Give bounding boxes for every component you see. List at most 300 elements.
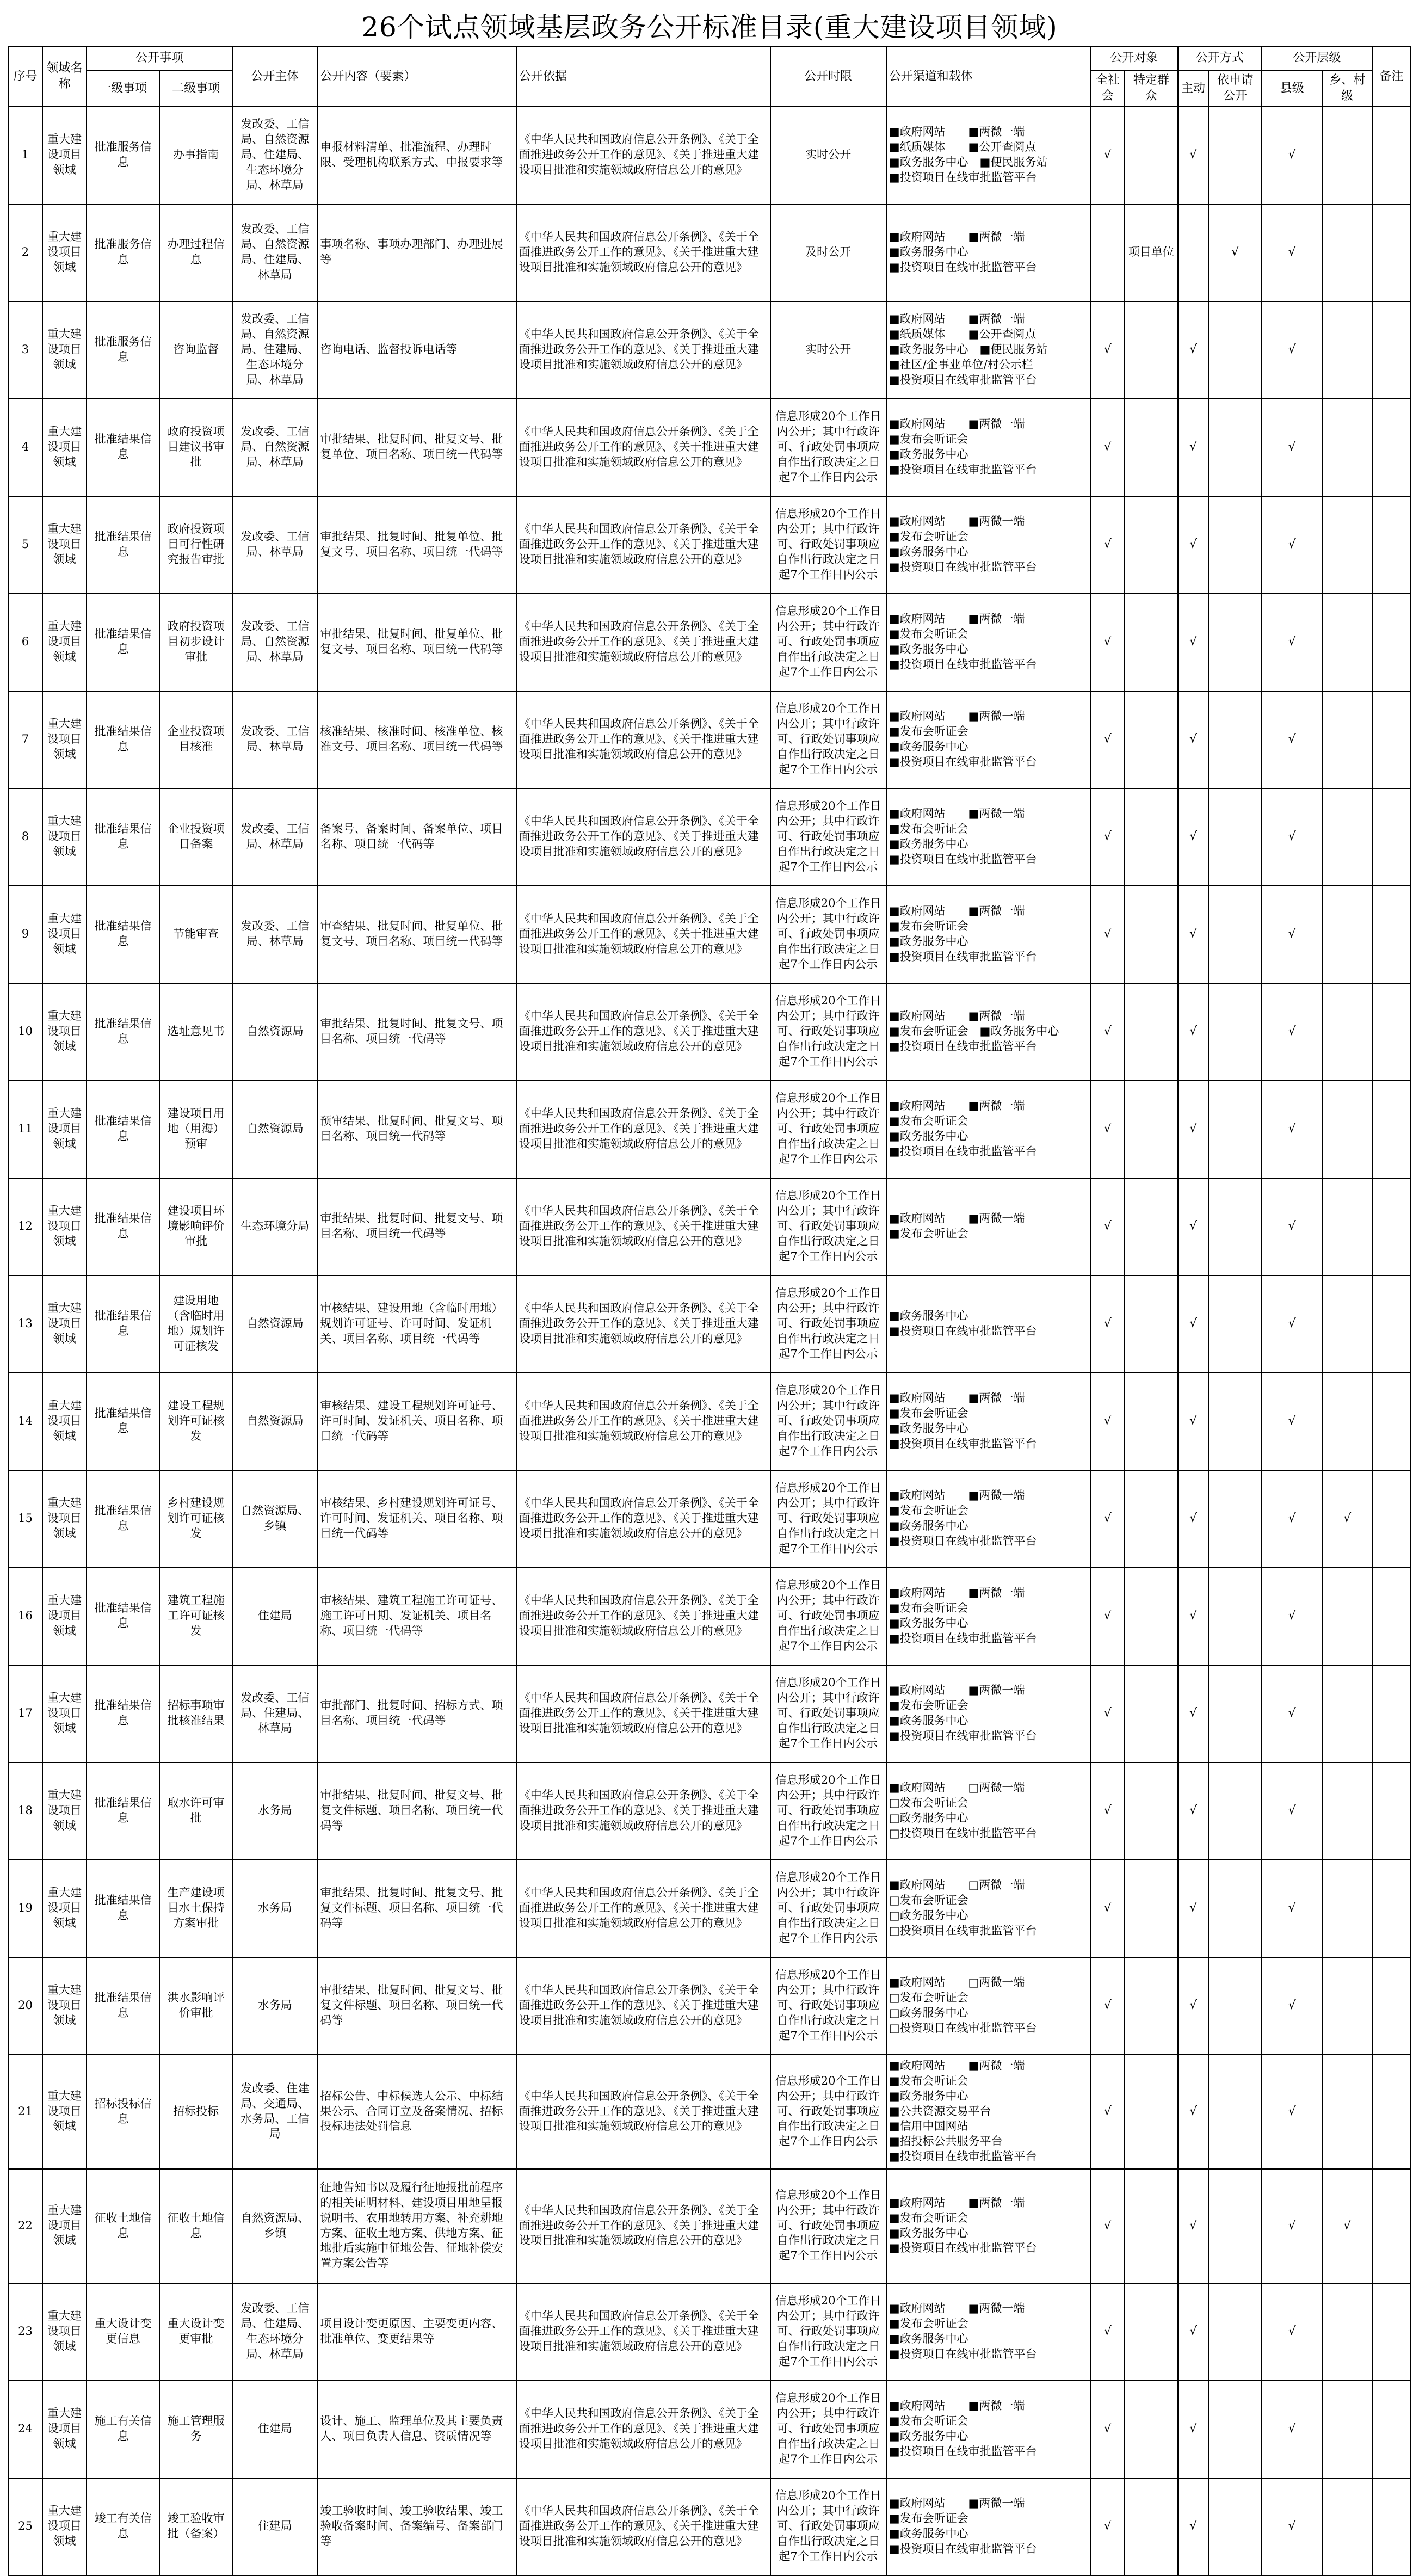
table-row: [8, 2283, 1411, 2381]
header-on-request: 依申请公开: [1208, 70, 1261, 107]
row-content: 审批结果、批复时间、批复单位、批复文号、项目名称、项目统一代码等: [317, 594, 516, 691]
row-domain: 重大建设项目领域: [42, 1568, 87, 1665]
row-level1: 重大设计变更信息: [87, 2283, 159, 2381]
row-seq: 3: [8, 301, 42, 399]
row-basis: 《中华人民共和国政府信息公开条例》、《关于全面推进政务公开工作的意见》、《关于推进重大建设项目批准和实施领域政府信息公开的意见》: [516, 2055, 770, 2169]
row-domain: 重大建设项目领域: [42, 1275, 87, 1373]
row-remark: [1372, 399, 1411, 496]
row-seq: 6: [8, 594, 42, 691]
row-level1: 批准服务信息: [87, 107, 159, 204]
row-specific-group: [1125, 691, 1177, 788]
row-level2: 政府投资项目建议书审批: [159, 399, 232, 496]
row-level2: 施工管理服务: [159, 2381, 232, 2478]
row-remark: [1372, 301, 1411, 399]
row-township: [1323, 1860, 1372, 1957]
row-channels: ■政府网站 ■两微一端 ■发布会听证会 ■政务服务中心 ■投资项目在线审批监管平台: [886, 1665, 1091, 1762]
row-county: √: [1262, 886, 1323, 983]
row-level2: 重大设计变更审批: [159, 2283, 232, 2381]
row-remark: [1372, 1665, 1411, 1762]
row-domain: 重大建设项目领域: [42, 2169, 87, 2283]
table-row: [8, 1665, 1411, 1762]
row-domain: 重大建设项目领域: [42, 1665, 87, 1762]
row-township: [1323, 983, 1372, 1081]
table-row: [8, 1081, 1411, 1178]
row-county: √: [1262, 1568, 1323, 1665]
row-on-request: [1208, 1275, 1261, 1373]
table-body: [8, 107, 1411, 2575]
row-limit: 信息形成20个工作日内公开；其中行政许可、行政处罚事项应自作出行政决定之日起7个工作日内公示: [770, 2169, 886, 2283]
row-county: √: [1262, 301, 1323, 399]
row-county: √: [1262, 1275, 1323, 1373]
row-domain: 重大建设项目领域: [42, 1178, 87, 1275]
row-specific-group: [1125, 399, 1177, 496]
row-specific-group: [1125, 2169, 1177, 2283]
row-content: 审查结果、批复时间、批复单位、批复文号、项目名称、项目统一代码等: [317, 886, 516, 983]
row-specific-group: [1125, 2055, 1177, 2169]
row-content: 申报材料清单、批准流程、办理时限、受理机构联系方式、申报要求等: [317, 107, 516, 204]
row-specific-group: [1125, 301, 1177, 399]
row-on-request: [1208, 399, 1261, 496]
row-channels: ■政府网站 ■两微一端 ■发布会听证会 ■政务服务中心 ■投资项目在线审批监管平台: [886, 1568, 1091, 1665]
row-active: [1178, 204, 1209, 301]
row-all-society: √: [1090, 691, 1125, 788]
row-domain: 重大建设项目领域: [42, 496, 87, 594]
row-limit: 信息形成20个工作日内公开；其中行政许可、行政处罚事项应自作出行政决定之日起7个工作日内公示: [770, 1470, 886, 1568]
row-remark: [1372, 691, 1411, 788]
row-content: 审批结果、批复时间、批复文号、批复文件标题、项目名称、项目统一代码等: [317, 1860, 516, 1957]
row-limit: 信息形成20个工作日内公开；其中行政许可、行政处罚事项应自作出行政决定之日起7个工作日内公示: [770, 1373, 886, 1470]
row-all-society: [1090, 204, 1125, 301]
row-limit: 实时公开: [770, 107, 886, 204]
row-level2: 招标投标: [159, 2055, 232, 2169]
row-seq: 16: [8, 1568, 42, 1665]
row-all-society: √: [1090, 1762, 1125, 1860]
row-content: 核准结果、核准时间、核准单位、核准文号、项目名称、项目统一代码等: [317, 691, 516, 788]
row-subject: 住建局: [232, 2381, 317, 2478]
row-county: √: [1262, 1178, 1323, 1275]
row-specific-group: [1125, 983, 1177, 1081]
row-level2: 咨询监督: [159, 301, 232, 399]
table-row: [8, 983, 1411, 1081]
row-domain: 重大建设项目领域: [42, 2381, 87, 2478]
row-subject: 发改委、工信局、自然资源局、林草局: [232, 594, 317, 691]
row-remark: [1372, 107, 1411, 204]
header-limit: 公开时限: [770, 46, 886, 107]
row-county: √: [1262, 1860, 1323, 1957]
row-level1: 批准结果信息: [87, 1275, 159, 1373]
row-basis: 《中华人民共和国政府信息公开条例》、《关于全面推进政务公开工作的意见》、《关于推进重大建设项目批准和实施领域政府信息公开的意见》: [516, 1762, 770, 1860]
row-remark: [1372, 2283, 1411, 2381]
row-subject: 发改委、工信局、林草局: [232, 691, 317, 788]
row-level2: 建设工程规划许可证核发: [159, 1373, 232, 1470]
row-on-request: [1208, 1178, 1261, 1275]
row-all-society: √: [1090, 2283, 1125, 2381]
row-content: 审核结果、乡村建设规划许可证号、许可时间、发证机关、项目名称、项目统一代码等: [317, 1470, 516, 1568]
row-subject: 发改委、工信局、林草局: [232, 886, 317, 983]
row-active: √: [1178, 2055, 1209, 2169]
row-domain: 重大建设项目领域: [42, 788, 87, 886]
row-remark: [1372, 1373, 1411, 1470]
row-level1: 批准结果信息: [87, 1470, 159, 1568]
table-row: [8, 1860, 1411, 1957]
row-seq: 19: [8, 1860, 42, 1957]
row-township: [1323, 886, 1372, 983]
row-on-request: [1208, 1665, 1261, 1762]
row-level2: 企业投资项目核准: [159, 691, 232, 788]
row-township: √: [1323, 1470, 1372, 1568]
row-level2: 洪水影响评价审批: [159, 1957, 232, 2055]
row-limit: 信息形成20个工作日内公开；其中行政许可、行政处罚事项应自作出行政决定之日起7个工作日内公示: [770, 1957, 886, 2055]
row-level2: 生产建设项目水土保持方案审批: [159, 1860, 232, 1957]
row-on-request: [1208, 1081, 1261, 1178]
row-all-society: √: [1090, 1470, 1125, 1568]
row-basis: 《中华人民共和国政府信息公开条例》、《关于全面推进政务公开工作的意见》、《关于推进重大建设项目批准和实施领域政府信息公开的意见》: [516, 399, 770, 496]
row-township: [1323, 594, 1372, 691]
header-content: 公开内容（要素）: [317, 46, 516, 107]
row-township: [1323, 399, 1372, 496]
row-all-society: √: [1090, 1665, 1125, 1762]
table-row: [8, 1762, 1411, 1860]
header-mode-group: 公开方式: [1178, 46, 1262, 70]
row-remark: [1372, 1470, 1411, 1568]
row-all-society: √: [1090, 1275, 1125, 1373]
row-all-society: √: [1090, 496, 1125, 594]
row-channels: ■政府网站 ■两微一端 ■纸质媒体 ■公开查阅点 ■政务服务中心 ■便民服务站 ■社区/企事业单位/村公示栏 ■投资项目在线审批监管平台: [886, 301, 1091, 399]
row-limit: 信息形成20个工作日内公开；其中行政许可、行政处罚事项应自作出行政决定之日起7个工作日内公示: [770, 1762, 886, 1860]
table-row: [8, 1957, 1411, 2055]
row-active: √: [1178, 594, 1209, 691]
row-specific-group: [1125, 496, 1177, 594]
row-limit: 信息形成20个工作日内公开；其中行政许可、行政处罚事项应自作出行政决定之日起7个工作日内公示: [770, 788, 886, 886]
row-county: √: [1262, 2055, 1323, 2169]
row-township: [1323, 2055, 1372, 2169]
row-on-request: [1208, 496, 1261, 594]
table-row: [8, 301, 1411, 399]
row-all-society: √: [1090, 301, 1125, 399]
row-specific-group: [1125, 1178, 1177, 1275]
row-basis: 《中华人民共和国政府信息公开条例》、《关于全面推进政务公开工作的意见》、《关于推进重大建设项目批准和实施领域政府信息公开的意见》: [516, 1275, 770, 1373]
row-active: √: [1178, 1665, 1209, 1762]
row-subject: 自然资源局、乡镇: [232, 1470, 317, 1568]
row-county: √: [1262, 2381, 1323, 2478]
row-specific-group: [1125, 1762, 1177, 1860]
row-specific-group: [1125, 107, 1177, 204]
row-limit: 信息形成20个工作日内公开；其中行政许可、行政处罚事项应自作出行政决定之日起7个工作日内公示: [770, 594, 886, 691]
row-remark: [1372, 1081, 1411, 1178]
row-specific-group: [1125, 1860, 1177, 1957]
row-domain: 重大建设项目领域: [42, 2283, 87, 2381]
row-specific-group: [1125, 2381, 1177, 2478]
row-basis: 《中华人民共和国政府信息公开条例》、《关于全面推进政务公开工作的意见》、《关于推进重大建设项目批准和实施领域政府信息公开的意见》: [516, 2169, 770, 2283]
row-active: √: [1178, 496, 1209, 594]
table-header: [8, 46, 1411, 107]
row-active: √: [1178, 788, 1209, 886]
row-level1: 批准结果信息: [87, 788, 159, 886]
table-row: [8, 1470, 1411, 1568]
row-content: 审批结果、批复时间、批复文号、项目名称、项目统一代码等: [317, 1178, 516, 1275]
table-row: [8, 1178, 1411, 1275]
row-limit: 及时公开: [770, 204, 886, 301]
header-basis: 公开依据: [516, 46, 770, 107]
row-county: √: [1262, 1081, 1323, 1178]
row-seq: 23: [8, 2283, 42, 2381]
row-township: [1323, 1665, 1372, 1762]
row-basis: 《中华人民共和国政府信息公开条例》、《关于全面推进政务公开工作的意见》、《关于推进重大建设项目批准和实施领域政府信息公开的意见》: [516, 1957, 770, 2055]
row-township: √: [1323, 2169, 1372, 2283]
header-target-group: 公开对象: [1090, 46, 1177, 70]
row-level1: 批准结果信息: [87, 983, 159, 1081]
row-county: √: [1262, 2283, 1323, 2381]
row-county: √: [1262, 1373, 1323, 1470]
row-remark: [1372, 1957, 1411, 2055]
row-limit: 信息形成20个工作日内公开；其中行政许可、行政处罚事项应自作出行政决定之日起7个工作日内公示: [770, 496, 886, 594]
row-on-request: [1208, 2478, 1261, 2575]
row-county: √: [1262, 983, 1323, 1081]
row-subject: 发改委、工信局、自然资源局、住建局、生态环境分局、林草局: [232, 107, 317, 204]
header-level-group: 公开层级: [1262, 46, 1372, 70]
row-limit: 信息形成20个工作日内公开；其中行政许可、行政处罚事项应自作出行政决定之日起7个工作日内公示: [770, 2478, 886, 2575]
row-subject: 发改委、工信局、林草局: [232, 496, 317, 594]
row-county: √: [1262, 2478, 1323, 2575]
row-content: 竣工验收时间、竣工验收结果、竣工验收备案时间、备案编号、备案部门等: [317, 2478, 516, 2575]
row-channels: ■政府网站 ■两微一端 ■发布会听证会 ■政务服务中心 ■投资项目在线审批监管平台: [886, 594, 1091, 691]
row-remark: [1372, 2055, 1411, 2169]
row-basis: 《中华人民共和国政府信息公开条例》、《关于全面推进政务公开工作的意见》、《关于推进重大建设项目批准和实施领域政府信息公开的意见》: [516, 1178, 770, 1275]
row-seq: 7: [8, 691, 42, 788]
row-level1: 批准结果信息: [87, 1081, 159, 1178]
row-county: √: [1262, 1957, 1323, 2055]
row-limit: 信息形成20个工作日内公开；其中行政许可、行政处罚事项应自作出行政决定之日起7个工作日内公示: [770, 691, 886, 788]
row-remark: [1372, 594, 1411, 691]
row-subject: 自然资源局: [232, 1081, 317, 1178]
table-row: [8, 1373, 1411, 1470]
row-specific-group: [1125, 1275, 1177, 1373]
row-limit: 信息形成20个工作日内公开；其中行政许可、行政处罚事项应自作出行政决定之日起7个工作日内公示: [770, 1568, 886, 1665]
row-remark: [1372, 1178, 1411, 1275]
row-township: [1323, 2478, 1372, 2575]
row-basis: 《中华人民共和国政府信息公开条例》、《关于全面推进政务公开工作的意见》、《关于推进重大建设项目批准和实施领域政府信息公开的意见》: [516, 2478, 770, 2575]
row-level2: 办理过程信息: [159, 204, 232, 301]
row-domain: 重大建设项目领域: [42, 1860, 87, 1957]
row-basis: 《中华人民共和国政府信息公开条例》、《关于全面推进政务公开工作的意见》、《关于推进重大建设项目批准和实施领域政府信息公开的意见》: [516, 1373, 770, 1470]
row-level2: 乡村建设规划许可证核发: [159, 1470, 232, 1568]
row-remark: [1372, 1568, 1411, 1665]
row-domain: 重大建设项目领域: [42, 2478, 87, 2575]
row-county: √: [1262, 107, 1323, 204]
row-active: √: [1178, 1081, 1209, 1178]
row-township: [1323, 1373, 1372, 1470]
row-channels: ■政府网站 ■两微一端 ■发布会听证会 ■政务服务中心 ■投资项目在线审批监管平台: [886, 2478, 1091, 2575]
row-basis: 《中华人民共和国政府信息公开条例》、《关于全面推进政务公开工作的意见》、《关于推进重大建设项目批准和实施领域政府信息公开的意见》: [516, 594, 770, 691]
row-county: √: [1262, 496, 1323, 594]
row-content: 审核结果、建设工程规划许可证号、许可时间、发证机关、项目名称、项目统一代码等: [317, 1373, 516, 1470]
header-subject: 公开主体: [232, 46, 317, 107]
row-domain: 重大建设项目领域: [42, 886, 87, 983]
row-active: √: [1178, 1762, 1209, 1860]
row-on-request: [1208, 2283, 1261, 2381]
row-basis: 《中华人民共和国政府信息公开条例》、《关于全面推进政务公开工作的意见》、《关于推进重大建设项目批准和实施领域政府信息公开的意见》: [516, 496, 770, 594]
row-domain: 重大建设项目领域: [42, 1957, 87, 2055]
row-remark: [1372, 2478, 1411, 2575]
page-title: 26个试点领域基层政务公开标准目录(重大建设项目领域): [361, 11, 1058, 43]
row-level1: 批准结果信息: [87, 1665, 159, 1762]
row-basis: 《中华人民共和国政府信息公开条例》、《关于全面推进政务公开工作的意见》、《关于推进重大建设项目批准和实施领域政府信息公开的意见》: [516, 1568, 770, 1665]
row-all-society: √: [1090, 1373, 1125, 1470]
row-all-society: √: [1090, 983, 1125, 1081]
row-domain: 重大建设项目领域: [42, 1470, 87, 1568]
row-active: √: [1178, 1470, 1209, 1568]
row-level1: 招标投标信息: [87, 2055, 159, 2169]
row-specific-group: [1125, 886, 1177, 983]
row-subject: 发改委、住建局、交通局、水务局、工信局: [232, 2055, 317, 2169]
table-row: [8, 886, 1411, 983]
row-seq: 22: [8, 2169, 42, 2283]
row-seq: 20: [8, 1957, 42, 2055]
row-specific-group: [1125, 788, 1177, 886]
row-remark: [1372, 2169, 1411, 2283]
row-level1: 批准结果信息: [87, 1178, 159, 1275]
row-level1: 批准结果信息: [87, 1860, 159, 1957]
table-row: [8, 2169, 1411, 2283]
table-row: [8, 496, 1411, 594]
row-all-society: √: [1090, 2381, 1125, 2478]
row-limit: 信息形成20个工作日内公开；其中行政许可、行政处罚事项应自作出行政决定之日起7个工作日内公示: [770, 886, 886, 983]
row-county: √: [1262, 1762, 1323, 1860]
header-specific-group: 特定群众: [1125, 70, 1177, 107]
row-domain: 重大建设项目领域: [42, 301, 87, 399]
row-subject: 生态环境分局: [232, 1178, 317, 1275]
row-limit: 信息形成20个工作日内公开；其中行政许可、行政处罚事项应自作出行政决定之日起7个工作日内公示: [770, 2055, 886, 2169]
row-subject: 水务局: [232, 1957, 317, 2055]
row-seq: 9: [8, 886, 42, 983]
row-specific-group: [1125, 2283, 1177, 2381]
row-county: √: [1262, 594, 1323, 691]
row-on-request: √: [1208, 204, 1261, 301]
row-level1: 批准结果信息: [87, 886, 159, 983]
row-basis: 《中华人民共和国政府信息公开条例》、《关于全面推进政务公开工作的意见》、《关于推进重大建设项目批准和实施领域政府信息公开的意见》: [516, 2381, 770, 2478]
header-level1: 一级事项: [87, 70, 159, 107]
row-seq: 8: [8, 788, 42, 886]
row-level1: 批准结果信息: [87, 496, 159, 594]
row-basis: 《中华人民共和国政府信息公开条例》、《关于全面推进政务公开工作的意见》、《关于推进重大建设项目批准和实施领域政府信息公开的意见》: [516, 983, 770, 1081]
row-active: √: [1178, 2283, 1209, 2381]
row-all-society: √: [1090, 2169, 1125, 2283]
row-township: [1323, 301, 1372, 399]
row-content: 事项名称、事项办理部门、办理进展等: [317, 204, 516, 301]
row-on-request: [1208, 2055, 1261, 2169]
row-active: √: [1178, 983, 1209, 1081]
row-specific-group: [1125, 1665, 1177, 1762]
header-active: 主动: [1178, 70, 1209, 107]
row-subject: 自然资源局: [232, 1275, 317, 1373]
header-seq: 序号: [8, 46, 42, 107]
header-items-group: 公开事项: [87, 46, 232, 70]
row-on-request: [1208, 301, 1261, 399]
row-channels: ■政府网站 ■两微一端 ■发布会听证会 ■政务服务中心 ■投资项目在线审批监管平台: [886, 2169, 1091, 2283]
row-limit: 信息形成20个工作日内公开；其中行政许可、行政处罚事项应自作出行政决定之日起7个工作日内公示: [770, 1178, 886, 1275]
row-level1: 竣工有关信息: [87, 2478, 159, 2575]
row-channels: ■政府网站 ■两微一端 ■发布会听证会 ■政务服务中心 ■投资项目在线审批监管平台: [886, 983, 1091, 1081]
row-basis: 《中华人民共和国政府信息公开条例》、《关于全面推进政务公开工作的意见》、《关于推进重大建设项目批准和实施领域政府信息公开的意见》: [516, 691, 770, 788]
row-active: √: [1178, 1373, 1209, 1470]
row-subject: 发改委、工信局、住建局、林草局: [232, 1665, 317, 1762]
row-township: [1323, 2381, 1372, 2478]
row-content: 预审结果、批复时间、批复文号、项目名称、项目统一代码等: [317, 1081, 516, 1178]
row-on-request: [1208, 1470, 1261, 1568]
row-level2: 政府投资项目可行性研究报告审批: [159, 496, 232, 594]
header-county: 县级: [1262, 70, 1323, 107]
row-basis: 《中华人民共和国政府信息公开条例》、《关于全面推进政务公开工作的意见》、《关于推进重大建设项目批准和实施领域政府信息公开的意见》: [516, 1860, 770, 1957]
row-domain: 重大建设项目领域: [42, 1373, 87, 1470]
row-domain: 重大建设项目领域: [42, 1081, 87, 1178]
row-limit: 信息形成20个工作日内公开；其中行政许可、行政处罚事项应自作出行政决定之日起7个工作日内公示: [770, 2381, 886, 2478]
header-all-society: 全社会: [1090, 70, 1125, 107]
table-row: [8, 1275, 1411, 1373]
row-township: [1323, 204, 1372, 301]
row-level2: 取水许可审批: [159, 1762, 232, 1860]
row-level2: 政府投资项目初步设计审批: [159, 594, 232, 691]
row-township: [1323, 691, 1372, 788]
row-limit: 信息形成20个工作日内公开；其中行政许可、行政处罚事项应自作出行政决定之日起7个工作日内公示: [770, 983, 886, 1081]
row-specific-group: [1125, 1568, 1177, 1665]
row-remark: [1372, 886, 1411, 983]
row-active: √: [1178, 1568, 1209, 1665]
row-content: 审批结果、批复时间、批复单位、批复文号、项目名称、项目统一代码等: [317, 496, 516, 594]
row-content: 审批结果、批复时间、批复文号、批复单位、项目名称、项目统一代码等: [317, 399, 516, 496]
row-all-society: √: [1090, 2055, 1125, 2169]
row-on-request: [1208, 886, 1261, 983]
table-row: [8, 2478, 1411, 2575]
row-channels: ■政府网站 □两微一端 □发布会听证会 □政务服务中心 □投资项目在线审批监管平台: [886, 1762, 1091, 1860]
row-seq: 4: [8, 399, 42, 496]
row-remark: [1372, 2381, 1411, 2478]
row-level2: 企业投资项目备案: [159, 788, 232, 886]
row-subject: 住建局: [232, 1568, 317, 1665]
row-basis: 《中华人民共和国政府信息公开条例》、《关于全面推进政务公开工作的意见》、《关于推进重大建设项目批准和实施领域政府信息公开的意见》: [516, 1470, 770, 1568]
row-active: √: [1178, 107, 1209, 204]
row-township: [1323, 107, 1372, 204]
row-content: 征地告知书以及履行征地报批前程序的相关证明材料、建设项目用地呈报说明书、农用地转用方案、补充耕地方案、征收土地方案、供地方案、征地批后实施中征地公告、征地补偿安置方案公告等: [317, 2169, 516, 2283]
row-level2: 竣工验收审批（备案）: [159, 2478, 232, 2575]
row-level2: 招标事项审批核准结果: [159, 1665, 232, 1762]
header-channels: 公开渠道和载体: [886, 46, 1091, 107]
row-township: [1323, 1178, 1372, 1275]
row-level1: 施工有关信息: [87, 2381, 159, 2478]
row-basis: 《中华人民共和国政府信息公开条例》、《关于全面推进政务公开工作的意见》、《关于推进重大建设项目批准和实施领域政府信息公开的意见》: [516, 107, 770, 204]
row-basis: 《中华人民共和国政府信息公开条例》、《关于全面推进政务公开工作的意见》、《关于推进重大建设项目批准和实施领域政府信息公开的意见》: [516, 1081, 770, 1178]
row-level1: 批准结果信息: [87, 1373, 159, 1470]
row-content: 审核结果、建设用地（含临时用地）规划许可证号、许可时间、发证机关、项目名称、项目统一代码等: [317, 1275, 516, 1373]
table-row: [8, 399, 1411, 496]
row-channels: ■政府网站 ■两微一端 ■纸质媒体 ■公开查阅点 ■政务服务中心 ■便民服务站 ■投资项目在线审批监管平台: [886, 107, 1091, 204]
row-level2: 建筑工程施工许可证核发: [159, 1568, 232, 1665]
row-channels: ■政府网站 □两微一端 □发布会听证会 □政务服务中心 □投资项目在线审批监管平台: [886, 1860, 1091, 1957]
row-limit: 信息形成20个工作日内公开；其中行政许可、行政处罚事项应自作出行政决定之日起7个工作日内公示: [770, 1665, 886, 1762]
row-level2: 建设项目环境影响评价审批: [159, 1178, 232, 1275]
row-channels: ■政府网站 ■两微一端 ■发布会听证会 ■政务服务中心 ■投资项目在线审批监管平台: [886, 496, 1091, 594]
row-content: 设计、施工、监理单位及其主要负责人、项目负责人信息、资质情况等: [317, 2381, 516, 2478]
row-level1: 批准服务信息: [87, 301, 159, 399]
row-seq: 12: [8, 1178, 42, 1275]
table-row: [8, 691, 1411, 788]
header-domain: 领域名称: [42, 46, 87, 107]
row-seq: 13: [8, 1275, 42, 1373]
row-remark: [1372, 1762, 1411, 1860]
standard-catalog-table: [8, 46, 1411, 2576]
row-township: [1323, 1081, 1372, 1178]
row-specific-group: [1125, 1081, 1177, 1178]
row-township: [1323, 496, 1372, 594]
